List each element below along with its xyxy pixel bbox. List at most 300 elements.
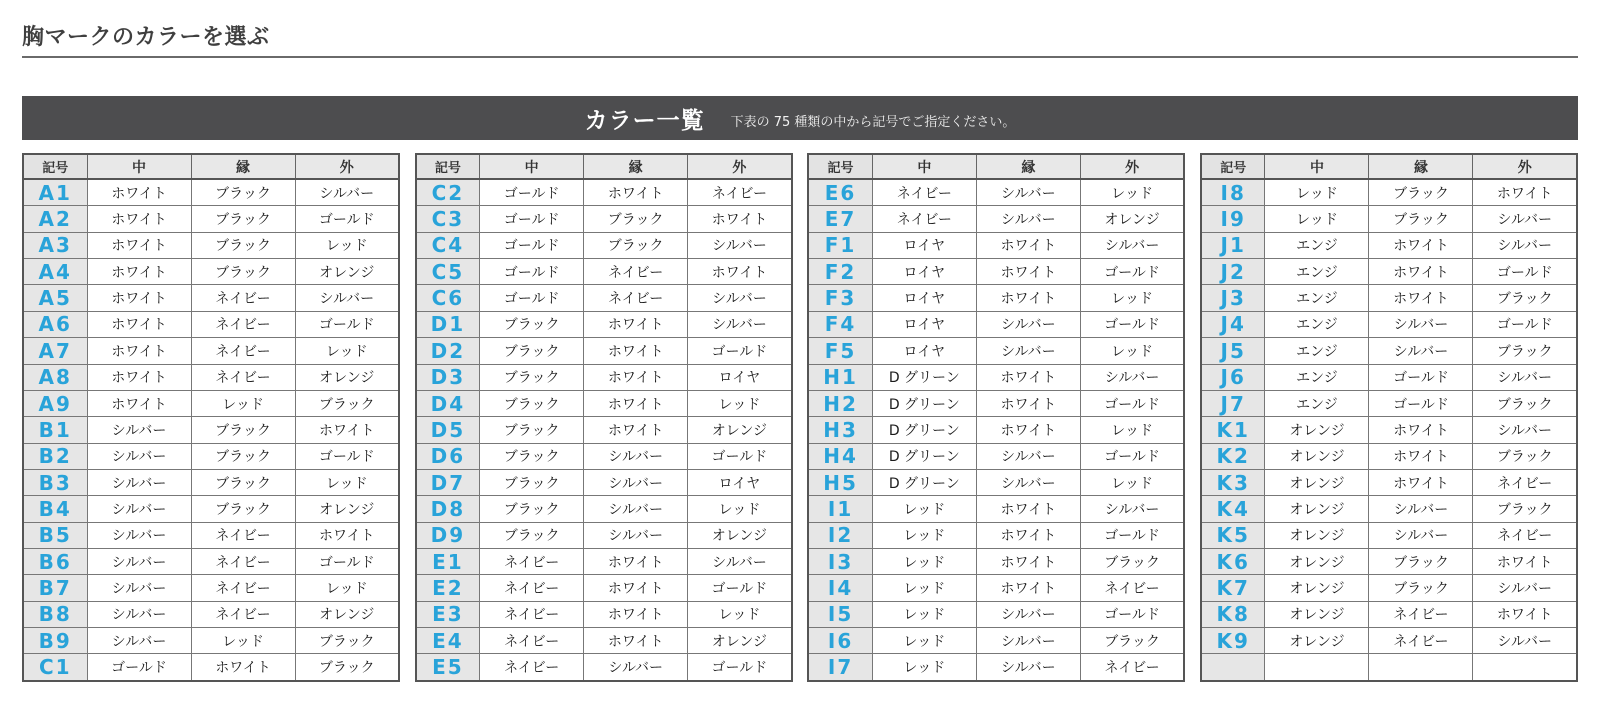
outer-color-cell: ネイビー — [1473, 469, 1577, 495]
border-color-cell: ホワイト — [584, 417, 688, 443]
border-color-cell: ネイビー — [1369, 601, 1473, 627]
border-color-cell: ネイビー — [191, 601, 295, 627]
table-row — [416, 654, 792, 681]
center-color-cell: エンジ — [1265, 311, 1369, 337]
center-color-cell: エンジ — [1265, 364, 1369, 390]
center-color-cell: ブラック — [480, 311, 584, 337]
code-column-header: 記号 — [416, 154, 480, 179]
border-color-cell: シルバー — [1369, 496, 1473, 522]
center-color-cell: ブラック — [480, 496, 584, 522]
center-color-cell: シルバー — [87, 601, 191, 627]
outer-color-cell: レッド — [688, 390, 792, 416]
code-cell: A5 — [23, 285, 87, 311]
code-cell: I2 — [808, 522, 872, 548]
code-cell: I5 — [808, 601, 872, 627]
border-color-cell: ホワイト — [584, 575, 688, 601]
border-color-cell: シルバー — [976, 469, 1080, 495]
border-color-cell: ブラック — [191, 469, 295, 495]
center-color-cell: シルバー — [87, 496, 191, 522]
center-color-cell: オレンジ — [1265, 496, 1369, 522]
outer-color-cell: ゴールド — [1080, 259, 1184, 285]
table-row — [808, 232, 1184, 258]
code-cell: E7 — [808, 206, 872, 232]
code-cell — [1201, 654, 1265, 681]
table-row — [808, 443, 1184, 469]
border-column-header: 縁 — [976, 154, 1080, 179]
border-color-cell: ブラック — [191, 232, 295, 258]
table-row — [1201, 575, 1577, 601]
center-color-cell: ネイビー — [480, 575, 584, 601]
table-row — [1201, 232, 1577, 258]
outer-color-cell: オレンジ — [688, 628, 792, 654]
table-row — [23, 496, 399, 522]
outer-color-cell — [1473, 654, 1577, 681]
center-color-cell: シルバー — [87, 628, 191, 654]
outer-color-cell: ブラック — [1473, 496, 1577, 522]
code-cell: E1 — [416, 549, 480, 575]
center-color-cell: レッド — [872, 575, 976, 601]
table-row — [1201, 285, 1577, 311]
outer-color-cell: シルバー — [295, 179, 399, 206]
center-color-cell: ゴールド — [480, 179, 584, 206]
center-color-cell: D グリーン — [872, 469, 976, 495]
code-cell: H2 — [808, 390, 872, 416]
code-cell: H5 — [808, 469, 872, 495]
border-color-cell: シルバー — [976, 311, 1080, 337]
color-tables — [22, 153, 1578, 682]
table-header-row — [1201, 154, 1577, 179]
center-color-cell: エンジ — [1265, 338, 1369, 364]
center-color-cell: シルバー — [87, 522, 191, 548]
table-row — [808, 522, 1184, 548]
border-color-cell: レッド — [191, 628, 295, 654]
table-row — [808, 206, 1184, 232]
border-color-cell: シルバー — [584, 443, 688, 469]
table-row — [1201, 311, 1577, 337]
color-table-2 — [415, 153, 793, 682]
outer-color-cell: ブラック — [295, 654, 399, 681]
table-row — [808, 285, 1184, 311]
outer-color-cell: オレンジ — [688, 417, 792, 443]
border-color-cell: ホワイト — [584, 601, 688, 627]
outer-color-cell: ゴールド — [295, 311, 399, 337]
border-color-cell: ブラック — [191, 443, 295, 469]
border-color-cell: シルバー — [976, 206, 1080, 232]
border-color-cell: ネイビー — [191, 285, 295, 311]
center-color-cell: シルバー — [87, 549, 191, 575]
center-color-cell: オレンジ — [1265, 549, 1369, 575]
border-color-cell: ブラック — [1369, 575, 1473, 601]
outer-color-cell: シルバー — [1473, 232, 1577, 258]
code-cell: I1 — [808, 496, 872, 522]
outer-color-cell: レッド — [1080, 417, 1184, 443]
table-row — [416, 232, 792, 258]
code-cell: J4 — [1201, 311, 1265, 337]
table-row — [808, 390, 1184, 416]
table-row — [23, 575, 399, 601]
table-row — [23, 522, 399, 548]
border-color-cell: ブラック — [191, 179, 295, 206]
border-color-cell: ネイビー — [191, 364, 295, 390]
outer-color-cell: オレンジ — [688, 522, 792, 548]
table-row — [23, 179, 399, 206]
center-color-cell: ブラック — [480, 390, 584, 416]
center-color-cell: ゴールド — [480, 285, 584, 311]
border-color-cell: ブラック — [584, 206, 688, 232]
table-row — [1201, 390, 1577, 416]
code-cell: C4 — [416, 232, 480, 258]
table-row — [416, 469, 792, 495]
code-cell: D4 — [416, 390, 480, 416]
center-color-cell: ブラック — [480, 469, 584, 495]
code-cell: C5 — [416, 259, 480, 285]
outer-color-cell: シルバー — [1473, 417, 1577, 443]
code-cell: D8 — [416, 496, 480, 522]
outer-color-cell: シルバー — [1080, 496, 1184, 522]
border-color-cell: ホワイト — [584, 179, 688, 206]
outer-color-cell: ブラック — [1473, 443, 1577, 469]
table-row — [416, 179, 792, 206]
code-cell: B7 — [23, 575, 87, 601]
table-row — [416, 311, 792, 337]
center-color-cell: レッド — [872, 654, 976, 681]
outer-color-cell: ゴールド — [295, 443, 399, 469]
code-cell: F1 — [808, 232, 872, 258]
outer-color-cell: ゴールド — [1080, 443, 1184, 469]
center-color-cell: D グリーン — [872, 390, 976, 416]
color-table-3 — [807, 153, 1185, 682]
border-color-cell: シルバー — [976, 628, 1080, 654]
table-row — [1201, 469, 1577, 495]
code-cell: D7 — [416, 469, 480, 495]
center-column-header: 中 — [480, 154, 584, 179]
table-row — [416, 338, 792, 364]
border-color-cell: ホワイト — [1369, 259, 1473, 285]
center-color-cell: D グリーン — [872, 443, 976, 469]
center-color-cell: ネイビー — [480, 549, 584, 575]
center-color-cell: エンジ — [1265, 232, 1369, 258]
code-cell: D6 — [416, 443, 480, 469]
outer-color-cell: ネイビー — [1080, 654, 1184, 681]
table-header-row — [808, 154, 1184, 179]
border-color-cell: ゴールド — [1369, 390, 1473, 416]
code-cell: I3 — [808, 549, 872, 575]
table-row — [416, 575, 792, 601]
code-cell: C3 — [416, 206, 480, 232]
code-cell: F5 — [808, 338, 872, 364]
code-cell: J2 — [1201, 259, 1265, 285]
center-color-cell: ネイビー — [872, 206, 976, 232]
table-row — [23, 443, 399, 469]
table-row — [808, 549, 1184, 575]
code-cell: D9 — [416, 522, 480, 548]
outer-color-cell: レッド — [295, 575, 399, 601]
center-color-cell: シルバー — [87, 417, 191, 443]
border-color-cell: シルバー — [1369, 311, 1473, 337]
outer-color-cell: シルバー — [1080, 232, 1184, 258]
border-color-cell: ブラック — [191, 259, 295, 285]
table-row — [1201, 654, 1577, 681]
border-color-cell: ブラック — [1369, 179, 1473, 206]
outer-color-cell: ゴールド — [688, 575, 792, 601]
border-color-cell: ホワイト — [976, 390, 1080, 416]
border-color-cell: ホワイト — [584, 628, 688, 654]
outer-color-cell: ブラック — [295, 628, 399, 654]
center-color-cell: ロイヤ — [872, 232, 976, 258]
table-row — [23, 206, 399, 232]
table-row — [1201, 259, 1577, 285]
code-cell: E3 — [416, 601, 480, 627]
border-column-header: 縁 — [191, 154, 295, 179]
outer-color-cell: ゴールド — [295, 206, 399, 232]
outer-color-cell: シルバー — [688, 549, 792, 575]
border-column-header: 縁 — [1369, 154, 1473, 179]
table-row — [416, 522, 792, 548]
code-cell: E4 — [416, 628, 480, 654]
center-color-cell: レッド — [872, 496, 976, 522]
table-row — [808, 338, 1184, 364]
table-row — [1201, 206, 1577, 232]
border-color-cell: ホワイト — [191, 654, 295, 681]
table-row — [808, 179, 1184, 206]
border-color-cell: シルバー — [976, 443, 1080, 469]
center-color-cell: ホワイト — [87, 390, 191, 416]
code-cell: I9 — [1201, 206, 1265, 232]
center-color-cell: エンジ — [1265, 390, 1369, 416]
outer-column-header: 外 — [295, 154, 399, 179]
code-cell: D2 — [416, 338, 480, 364]
border-color-cell: ホワイト — [584, 311, 688, 337]
border-color-cell: ネイビー — [191, 311, 295, 337]
code-cell: E2 — [416, 575, 480, 601]
center-color-cell: ゴールド — [480, 259, 584, 285]
outer-color-cell: レッド — [1080, 285, 1184, 311]
code-column-header: 記号 — [1201, 154, 1265, 179]
border-color-cell: シルバー — [584, 654, 688, 681]
code-cell: B5 — [23, 522, 87, 548]
outer-color-cell: ゴールド — [1080, 522, 1184, 548]
table-row — [1201, 338, 1577, 364]
border-color-cell: ホワイト — [584, 364, 688, 390]
table-row — [808, 575, 1184, 601]
outer-color-cell: オレンジ — [295, 601, 399, 627]
border-color-cell: ブラック — [191, 417, 295, 443]
table-row — [1201, 496, 1577, 522]
code-cell: D5 — [416, 417, 480, 443]
border-color-cell: ホワイト — [976, 364, 1080, 390]
center-color-cell: ネイビー — [480, 654, 584, 681]
center-color-cell: ブラック — [480, 522, 584, 548]
code-cell: K9 — [1201, 628, 1265, 654]
code-cell: I8 — [1201, 179, 1265, 206]
table-row — [23, 628, 399, 654]
code-cell: K5 — [1201, 522, 1265, 548]
center-color-cell: ホワイト — [87, 232, 191, 258]
border-color-cell — [1369, 654, 1473, 681]
center-color-cell — [1265, 654, 1369, 681]
outer-column-header: 外 — [1473, 154, 1577, 179]
table-row — [416, 417, 792, 443]
center-color-cell: レッド — [1265, 206, 1369, 232]
banner-note: 下表の 75 種類の中から記号でご指定ください。 — [730, 115, 1016, 130]
border-color-cell: シルバー — [584, 469, 688, 495]
outer-color-cell: ゴールド — [1080, 601, 1184, 627]
outer-color-cell: ゴールド — [688, 654, 792, 681]
code-cell: J5 — [1201, 338, 1265, 364]
code-cell: I7 — [808, 654, 872, 681]
color-table-1 — [22, 153, 400, 682]
outer-color-cell: ゴールド — [1080, 390, 1184, 416]
outer-color-cell: レッド — [295, 469, 399, 495]
code-cell: B6 — [23, 549, 87, 575]
center-column-header: 中 — [872, 154, 976, 179]
table-row — [416, 496, 792, 522]
table-row — [416, 601, 792, 627]
border-color-cell: ネイビー — [1369, 628, 1473, 654]
banner-title: カラー一覧 — [584, 107, 705, 134]
border-color-cell: シルバー — [584, 496, 688, 522]
table-row — [1201, 364, 1577, 390]
code-cell: K7 — [1201, 575, 1265, 601]
table-row — [23, 549, 399, 575]
code-cell: C1 — [23, 654, 87, 681]
border-color-cell: レッド — [191, 390, 295, 416]
center-color-cell: ロイヤ — [872, 259, 976, 285]
outer-color-cell: ブラック — [1473, 285, 1577, 311]
border-color-cell: ホワイト — [1369, 469, 1473, 495]
outer-color-cell: レッド — [295, 232, 399, 258]
border-color-cell: シルバー — [1369, 338, 1473, 364]
code-cell: B9 — [23, 628, 87, 654]
center-color-cell: ゴールド — [87, 654, 191, 681]
outer-color-cell: オレンジ — [295, 259, 399, 285]
outer-color-cell: レッド — [295, 338, 399, 364]
center-color-cell: オレンジ — [1265, 522, 1369, 548]
outer-color-cell: ネイビー — [688, 179, 792, 206]
table-row — [808, 469, 1184, 495]
code-cell: K4 — [1201, 496, 1265, 522]
center-color-cell: D グリーン — [872, 417, 976, 443]
code-cell: C6 — [416, 285, 480, 311]
outer-color-cell: ゴールド — [688, 443, 792, 469]
outer-color-cell: オレンジ — [1080, 206, 1184, 232]
border-color-cell: シルバー — [976, 601, 1080, 627]
center-column-header: 中 — [1265, 154, 1369, 179]
code-cell: F3 — [808, 285, 872, 311]
outer-color-cell: シルバー — [688, 232, 792, 258]
center-color-cell: レッド — [1265, 179, 1369, 206]
border-color-cell: ネイビー — [584, 259, 688, 285]
center-color-cell: ネイビー — [872, 179, 976, 206]
border-color-cell: ネイビー — [191, 338, 295, 364]
center-color-cell: ホワイト — [87, 206, 191, 232]
page-title: 胸マークのカラーを選ぶ — [22, 25, 270, 50]
center-color-cell: ホワイト — [87, 179, 191, 206]
table-row — [416, 364, 792, 390]
table-row — [808, 311, 1184, 337]
center-column-header: 中 — [87, 154, 191, 179]
center-color-cell: レッド — [872, 601, 976, 627]
outer-color-cell: ホワイト — [1473, 179, 1577, 206]
outer-color-cell: ブラック — [1473, 338, 1577, 364]
border-color-cell: ホワイト — [976, 232, 1080, 258]
outer-color-cell: シルバー — [1473, 206, 1577, 232]
code-cell: B4 — [23, 496, 87, 522]
border-color-cell: シルバー — [584, 522, 688, 548]
code-cell: A3 — [23, 232, 87, 258]
table-row — [23, 285, 399, 311]
outer-color-cell: ブラック — [1473, 390, 1577, 416]
table-row — [416, 285, 792, 311]
code-cell: F2 — [808, 259, 872, 285]
table-row — [23, 601, 399, 627]
code-cell: J6 — [1201, 364, 1265, 390]
outer-color-cell: ホワイト — [295, 522, 399, 548]
code-cell: A9 — [23, 390, 87, 416]
border-color-cell: ブラック — [1369, 206, 1473, 232]
table-row — [808, 496, 1184, 522]
center-color-cell: レッド — [872, 522, 976, 548]
border-color-cell: シルバー — [976, 179, 1080, 206]
color-list-banner — [22, 96, 1578, 140]
table-header-row — [416, 154, 792, 179]
code-cell: E6 — [808, 179, 872, 206]
center-color-cell: D グリーン — [872, 364, 976, 390]
center-color-cell: ブラック — [480, 338, 584, 364]
table-row — [1201, 628, 1577, 654]
code-cell: A7 — [23, 338, 87, 364]
outer-color-cell: ブラック — [1080, 628, 1184, 654]
outer-column-header: 外 — [1080, 154, 1184, 179]
outer-color-cell: シルバー — [1473, 628, 1577, 654]
outer-color-cell: レッド — [1080, 469, 1184, 495]
outer-color-cell: ブラック — [295, 390, 399, 416]
outer-color-cell: レッド — [1080, 179, 1184, 206]
table-row — [23, 311, 399, 337]
center-color-cell: オレンジ — [1265, 417, 1369, 443]
code-cell: A6 — [23, 311, 87, 337]
border-color-cell: ホワイト — [976, 575, 1080, 601]
center-color-cell: ホワイト — [87, 364, 191, 390]
border-color-cell: ホワイト — [584, 338, 688, 364]
code-column-header: 記号 — [808, 154, 872, 179]
border-color-cell: ブラック — [191, 496, 295, 522]
table-row — [808, 601, 1184, 627]
border-color-cell: ネイビー — [191, 522, 295, 548]
center-color-cell: オレンジ — [1265, 601, 1369, 627]
code-cell: A8 — [23, 364, 87, 390]
outer-color-cell: ネイビー — [1080, 575, 1184, 601]
border-color-cell: ゴールド — [1369, 364, 1473, 390]
code-cell: K2 — [1201, 443, 1265, 469]
center-color-cell: ゴールド — [480, 206, 584, 232]
table-row — [23, 338, 399, 364]
center-color-cell: ブラック — [480, 443, 584, 469]
outer-color-cell: ホワイト — [1473, 549, 1577, 575]
table-row — [416, 206, 792, 232]
center-color-cell: ホワイト — [87, 259, 191, 285]
border-color-cell: ホワイト — [976, 259, 1080, 285]
outer-color-cell: ブラック — [1080, 549, 1184, 575]
border-color-cell: ブラック — [191, 206, 295, 232]
outer-color-cell: レッド — [688, 601, 792, 627]
border-color-cell: シルバー — [1369, 522, 1473, 548]
code-cell: B2 — [23, 443, 87, 469]
code-cell: J1 — [1201, 232, 1265, 258]
outer-color-cell: シルバー — [295, 285, 399, 311]
table-row — [416, 628, 792, 654]
outer-color-cell: ホワイト — [688, 259, 792, 285]
